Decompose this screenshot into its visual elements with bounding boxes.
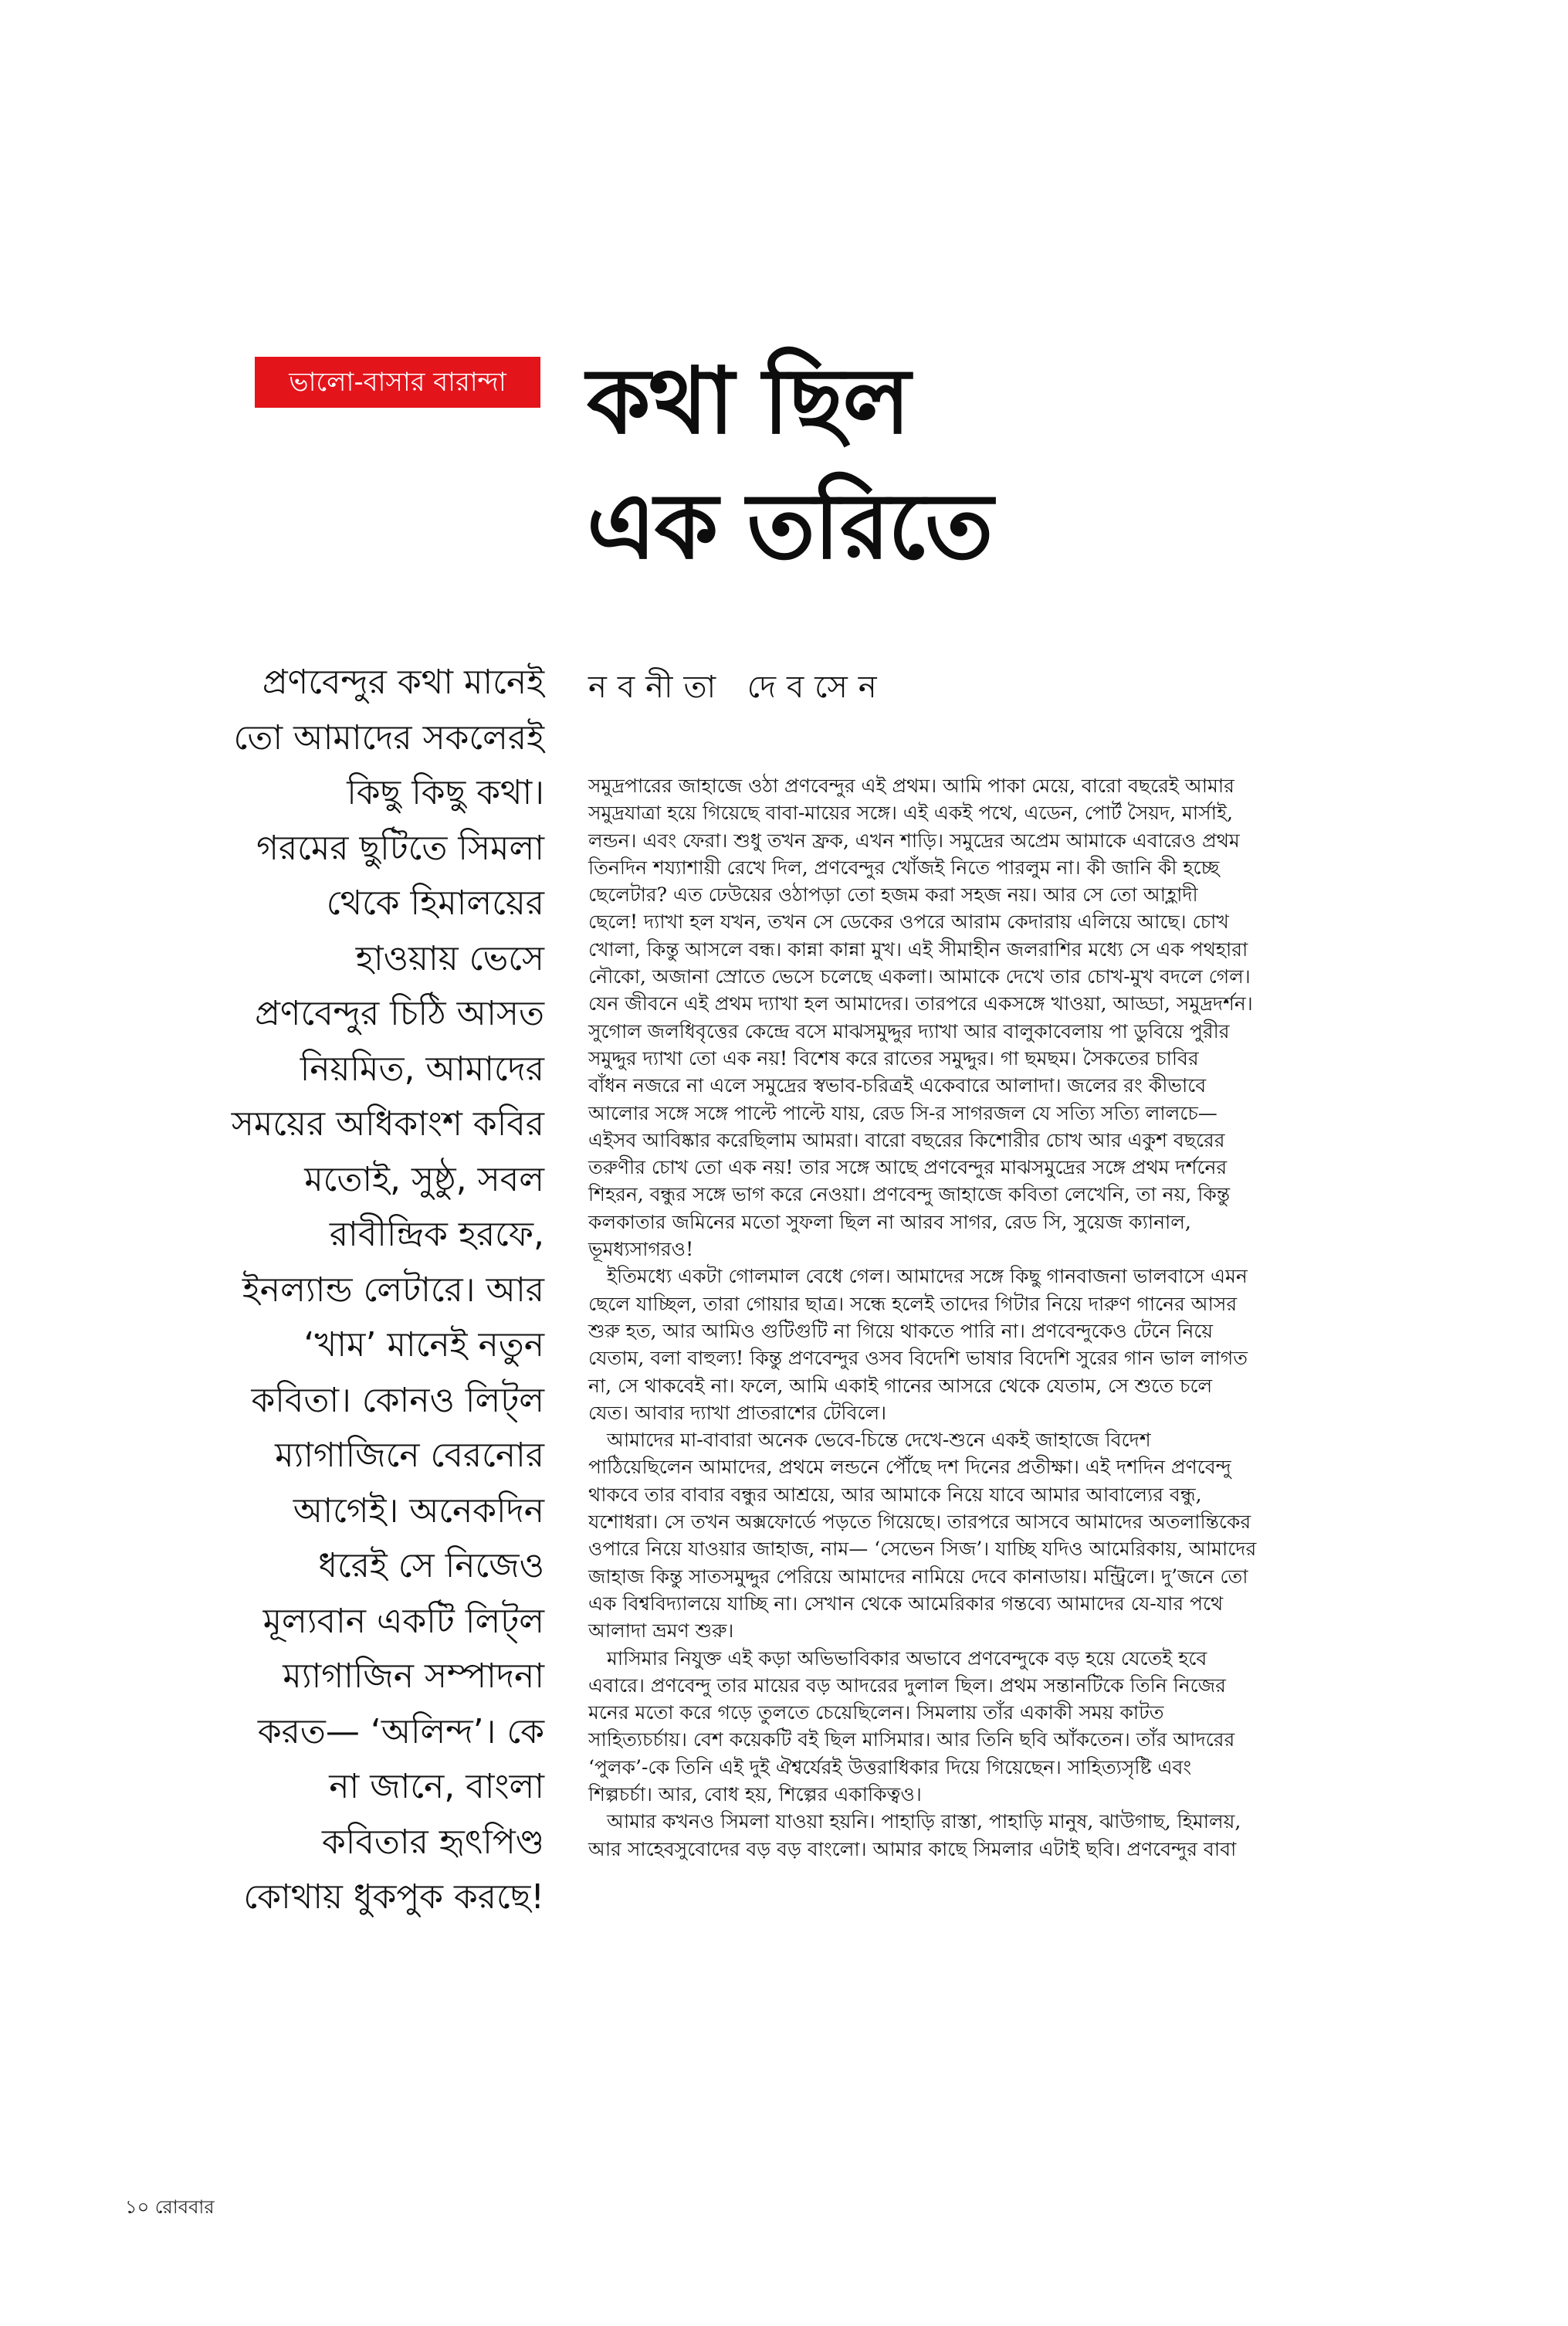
body-line: ভূমধ্যসাগরও! bbox=[588, 1238, 694, 1261]
body-line: না, সে থাকবেই না। ফলে, আমি একাই গানের আসরে থেকে যেতাম, সে শুতে চলে bbox=[588, 1374, 1213, 1397]
body-line: সমুদ্রযাত্রা হয়ে গিয়েছে বাবা-মায়ের সঙ্গে। এই একই পথে, এডেন, পোর্ট সৈয়দ, মার্সাই, bbox=[588, 802, 1233, 825]
pull-quote-line: রাবীন্দ্রিক হরফে, bbox=[329, 1215, 544, 1254]
body-line: আলাদা ভ্রমণ শুরু। bbox=[588, 1619, 734, 1643]
body-line: ‘পুলক’-কে তিনি এই দুই ঐশ্বর্যেরই উত্তরাধিকার দিয়ে গিয়েছেন। সাহিত্যসৃষ্টি এবং bbox=[588, 1755, 1192, 1778]
pull-quote-line: সময়ের অধিকাংশ কবির bbox=[231, 1104, 544, 1144]
body-line: তরুণীর চোখ তো এক নয়! তার সঙ্গে আছে প্রণবেন্দুর মাঝসমুদ্রের সঙ্গে প্রথম দর্শনের bbox=[588, 1156, 1228, 1179]
page-folio: ১০ রোববার bbox=[125, 2196, 215, 2218]
body-line: থাকবে তার বাবার বন্ধুর আশ্রয়ে, আর আমাকে নিয়ে যাবে আমার আবাল্যের বন্ধু, bbox=[588, 1483, 1202, 1506]
pull-quote-line: কিছু কিছু কথা। bbox=[347, 773, 544, 812]
title-line-2: এক তরিতে bbox=[587, 473, 992, 579]
body-line: নৌকো, অজানা স্রোতে ভেসে চলেছে একলা। আমাকে দেখে তার চোখ-মুখ বদলে গেল। bbox=[588, 965, 1251, 988]
body-line: ছেলে! দ্যাখা হল যখন, তখন সে ডেকের ওপরে আরাম কেদারায় এলিয়ে আছে। চোখ bbox=[588, 910, 1229, 934]
body-line: আমার কখনও সিমলা যাওয়া হয়নি। পাহাড়ি রাস্তা, পাহাড়ি মানুষ, ঝাউগাছ, হিমালয়, bbox=[607, 1810, 1241, 1833]
body-line: যেত। আবার দ্যাখা প্রাতরাশের টেবিলে। bbox=[588, 1401, 887, 1424]
body-line: বাঁধন নজরে না এলে সমুদ্রের স্বভাব-চরিত্রই একেবারে আলাদা। জলের রং কীভাবে bbox=[588, 1074, 1207, 1097]
body-line: লন্ডন। এবং ফেরা। শুধু তখন ফ্রক, এখন শাড়ি। সমুদ্রের অপ্রেম আমাকে এবারেও প্রথম bbox=[588, 829, 1240, 852]
body-line: এক বিশ্ববিদ্যালয়ে যাচ্ছি না। সেখান থেকে আমেরিকার গন্তব্যে আমাদের যে-যার পথে bbox=[588, 1592, 1224, 1615]
pull-quote-line: প্রণবেন্দুর কথা মানেই bbox=[262, 663, 544, 702]
pull-quote-line: ‘খাম’ মানেই নতুন bbox=[303, 1325, 544, 1365]
pull-quote-line: হাওয়ায় ভেসে bbox=[355, 938, 544, 978]
body-line: সুগোল জলধিবৃত্তের কেন্দ্রে বসে মাঝসমুদ্দুর দ্যাখা আর বালুকাবেলায় পা ডুবিয়ে পুরীর bbox=[588, 1019, 1230, 1043]
pull-quote-line: করত— ‘অলিন্দ’। কে bbox=[257, 1711, 544, 1751]
body-line: কলকাতার জমিনের মতো সুফলা ছিল না আরব সাগর, রেড সি, সুয়েজ ক্যানাল, bbox=[588, 1210, 1191, 1233]
body-line: শিল্পচর্চা। আর, বোধ হয়, শিল্পের একাকিত্বও। bbox=[588, 1782, 922, 1806]
pull-quote-line: না জানে, বাংলা bbox=[329, 1767, 544, 1806]
pull-quote-line: কোথায় ধুকপুক করছে! bbox=[243, 1877, 544, 1917]
pull-quote-line: ম্যাগাজিনে বেরনোর bbox=[275, 1436, 544, 1475]
pull-quote-line: প্রণবেন্দুর চিঠি আসত bbox=[255, 994, 544, 1033]
body-line: আর সাহেবসুবোদের বড় বড় বাংলো। আমার কাছে সিমলার এটাই ছবি। প্রণবেন্দুর বাবা bbox=[588, 1837, 1237, 1860]
body-line: এবারে। প্রণবেন্দু তার মায়ের বড় আদরের দুলাল ছিল। প্রথম সন্তানটিকে তিনি নিজের bbox=[588, 1673, 1226, 1697]
body-line: এইসব আবিষ্কার করেছিলাম আমরা। বারো বছরের কিশোরীর চোখ আর একুশ বছরের bbox=[588, 1128, 1225, 1151]
body-line: তিনদিন শয্যাশায়ী রেখে দিল, প্রণবেন্দুর খোঁজই নিতে পারলুম না। কী জানি কী হচ্ছে bbox=[588, 856, 1220, 879]
body-line: আলোর সঙ্গে সঙ্গে পাল্টে পাল্টে যায়, রেড সি-র সাগরজল যে সত্যি সত্যি লালচে— bbox=[588, 1101, 1217, 1124]
body-line: যেন জীবনে এই প্রথম দ্যাখা হল আমাদের। তারপরে একসঙ্গে খাওয়া, আড্ডা, সমুদ্রদর্শন। bbox=[588, 992, 1253, 1016]
pull-quote-line: নিয়মিত, আমাদের bbox=[300, 1049, 544, 1089]
body-line: সমুদ্দুর দ্যাখা তো এক নয়! বিশেষ করে রাতের সমুদ্দুর। গা ছমছম। সৈকতের চাবির bbox=[588, 1046, 1199, 1070]
body-line: শুরু হত, আর আমিও গুটিগুটি না গিয়ে থাকতে পারি না। প্রণবেন্দুকেও টেনে নিয়ে bbox=[588, 1319, 1214, 1342]
body-line: পাঠিয়েছিলেন আমাদের, প্রথমে লন্ডনে পৌঁছে দশ দিনের প্রতীক্ষা। এই দশদিন প্রণবেন্দু bbox=[588, 1456, 1231, 1479]
body-line: শিহরন, বন্ধুর সঙ্গে ভাগ করে নেওয়া। প্রণবেন্দু জাহাজে কবিতা লেখেনি, তা নয়, কিন্তু bbox=[588, 1183, 1231, 1206]
pull-quote-line: ধরেই সে নিজেও bbox=[318, 1546, 544, 1585]
body-line: ছেলে যাচ্ছিল, তারা গোয়ার ছাত্র। সন্ধে হলেই তাদের গিটার নিয়ে দারুণ গানের আসর bbox=[588, 1292, 1238, 1315]
article-title bbox=[587, 338, 1282, 588]
body-line: যশোধরা। সে তখন অক্সফোর্ডে পড়তে গিয়েছে। তারপরে আসবে আমাদের অতলান্তিকের bbox=[588, 1511, 1251, 1534]
pull-quote-line: ম্যাগাজিন সম্পাদনা bbox=[283, 1656, 544, 1696]
section-tag: ভালো-বাসার বারান্দা bbox=[255, 357, 540, 408]
body-line: সমুদ্রপারের জাহাজে ওঠা প্রণবেন্দুর এই প্রথম। আমি পাকা মেয়ে, বারো বছরেই আমার bbox=[588, 775, 1234, 797]
pull-quote-line: আগেই। অনেকদিন bbox=[293, 1490, 544, 1531]
body-line: মনের মতো করে গড়ে তুলতে চেয়েছিলেন। সিমলায় তাঁর একাকী সময় কাটত bbox=[588, 1701, 1164, 1724]
pull-quote-line: থেকে হিমালয়ের bbox=[326, 883, 544, 923]
pull-quote-line: গরমের ছুটিতে সিমলা bbox=[256, 828, 544, 868]
body-line: ইতিমধ্যে একটা গোলমাল বেধে গেল। আমাদের সঙ্গে কিছু গানবাজনা ভালবাসে এমন bbox=[607, 1265, 1248, 1288]
pull-quote-line: কবিতা। কোনও লিট্‌ল bbox=[251, 1380, 544, 1420]
article-body bbox=[588, 772, 1426, 1863]
pull-quote-line: ইনল্যান্ড লেটারে। আর bbox=[242, 1270, 544, 1310]
body-line: ওপারে নিয়ে যাওয়ার জাহাজ, নাম— ‘সেভেন সিজ’। যাচ্ছি যদিও আমেরিকায়, আমাদের bbox=[588, 1538, 1257, 1561]
pull-quote bbox=[124, 655, 544, 1925]
body-line: আমাদের মা-বাবারা অনেক ভেবে-চিন্তে দেখে-শুনে একই জাহাজে বিদেশ bbox=[607, 1429, 1151, 1452]
pull-quote-line: মূল্যবান একটি লিট্‌ল bbox=[262, 1601, 544, 1641]
title-line-1: কথা ছিল bbox=[587, 348, 909, 454]
author-byline: নবনীতা দেবসেন bbox=[588, 670, 888, 705]
body-line: খোলা, কিন্তু আসলে বন্ধ। কান্না কান্না মুখ। এই সীমাহীন জলরাশির মধ্যে সে এক পথহারা bbox=[588, 938, 1248, 961]
body-line: জাহাজ কিন্তু সাতসমুদ্দুর পেরিয়ে আমাদের নামিয়ে দেবে কানাডায়। মন্ট্রিলে। দু’জনে তো bbox=[588, 1565, 1248, 1588]
pull-quote-line: মতোই, সুষ্ঠু, সবল bbox=[304, 1159, 544, 1199]
pull-quote-line: কবিতার হৃৎপিণ্ড bbox=[322, 1822, 544, 1862]
body-line: ছেলেটার? এত ঢেউয়ের ওঠাপড়া তো হজম করা সহজ নয়। আর সে তো আহ্লাদী bbox=[588, 883, 1198, 907]
body-line: মাসিমার নিযুক্ত এই কড়া অভিভাবিকার অভাবে প্রণবেন্দুকে বড় হয়ে যেতেই হবে bbox=[607, 1646, 1207, 1670]
pull-quote-line: তো আমাদের সকলেরই bbox=[233, 717, 544, 758]
body-line: যেতাম, বলা বাহুল্য! কিন্তু প্রণবেন্দুর ওসব বিদেশি ভাষার বিদেশি সুরের গান ভাল লাগত bbox=[588, 1347, 1248, 1370]
body-line: সাহিত্যচর্চায়। বেশ কয়েকটি বই ছিল মাসিমার। আর তিনি ছবি আঁকতেন। তাঁর আদরের bbox=[588, 1728, 1235, 1751]
